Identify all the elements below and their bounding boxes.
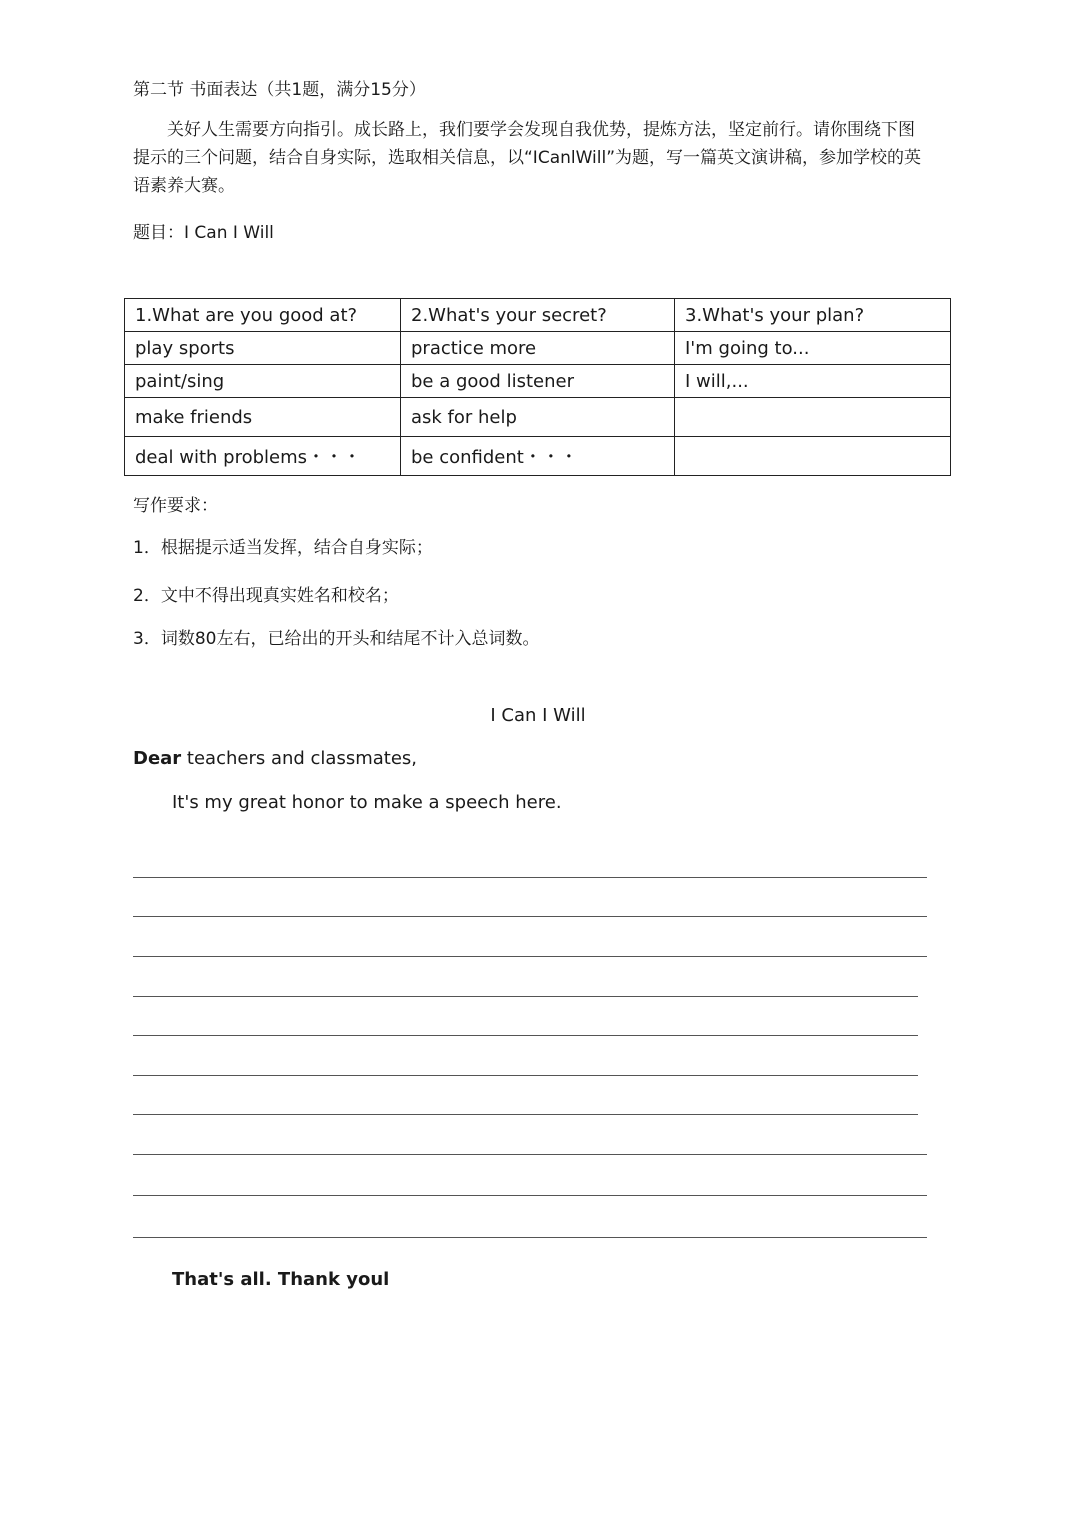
table-row bbox=[125, 437, 951, 476]
writing-line[interactable] bbox=[133, 1035, 918, 1036]
greeting-rest: teachers and classmates, bbox=[181, 748, 418, 769]
essay-topic: 题目：I Can I Will bbox=[133, 223, 274, 243]
table-cell: deal with problems・・・ bbox=[125, 437, 401, 476]
table-cell: ask for help bbox=[401, 398, 675, 437]
writing-line[interactable] bbox=[133, 956, 927, 957]
requirement-item: 3．词数80左右，已给出的开头和结尾不计入总词数。 bbox=[133, 629, 540, 649]
instructions-text: 关好人生需要方向指引。成长路上，我们要学会发现自我优势，提炼方法，坚定前行。请你围绕下图提示的三个问题，结合自身实际，选取相关信息，以“ICanlWill”为题，写一篇英文演讲稿，参加学校的英语素养大赛。 bbox=[133, 120, 922, 196]
writing-line[interactable] bbox=[133, 1114, 918, 1115]
table-cell: practice more bbox=[401, 332, 675, 365]
requirement-item: 1．根据提示适当发挥，结合自身实际； bbox=[133, 538, 433, 558]
writing-line[interactable] bbox=[133, 1237, 927, 1238]
prompt-table bbox=[124, 298, 951, 476]
table-cell bbox=[675, 398, 951, 437]
writing-line[interactable] bbox=[133, 1154, 927, 1155]
writing-line[interactable] bbox=[133, 1195, 927, 1196]
table-cell: play sports bbox=[125, 332, 401, 365]
table-header-row bbox=[125, 299, 951, 332]
speech-closing: That's all. Thank youl bbox=[172, 1269, 390, 1290]
table-row bbox=[125, 398, 951, 437]
writing-line[interactable] bbox=[133, 916, 927, 917]
speech-greeting bbox=[133, 745, 417, 773]
table-row bbox=[125, 332, 951, 365]
table-header-cell: 3.What's your plan? bbox=[675, 299, 951, 332]
essay-title: I Can I Will bbox=[490, 705, 586, 726]
table-cell: make friends bbox=[125, 398, 401, 437]
table-cell: paint/sing bbox=[125, 365, 401, 398]
writing-line[interactable] bbox=[133, 1075, 918, 1076]
table-cell: be a good listener bbox=[401, 365, 675, 398]
requirement-item: 2．文中不得出现真实姓名和校名； bbox=[133, 586, 399, 606]
table-cell: be confident・・・ bbox=[401, 437, 675, 476]
table-cell bbox=[675, 437, 951, 476]
table-cell: I'm going to... bbox=[675, 332, 951, 365]
section-heading: 第二节 书面表达（共1题，满分15分） bbox=[133, 80, 426, 100]
instructions-paragraph bbox=[133, 116, 923, 200]
table-row bbox=[125, 365, 951, 398]
table-cell: I will,... bbox=[675, 365, 951, 398]
table-header-cell: 2.What's your secret? bbox=[401, 299, 675, 332]
writing-line[interactable] bbox=[133, 877, 927, 878]
writing-line[interactable] bbox=[133, 996, 918, 997]
requirements-title: 写作要求： bbox=[133, 496, 218, 516]
speech-opening: It's my great honor to make a speech here. bbox=[172, 792, 562, 813]
table-header-cell: 1.What are you good at? bbox=[125, 299, 401, 332]
greeting-bold: Dear bbox=[133, 748, 182, 769]
